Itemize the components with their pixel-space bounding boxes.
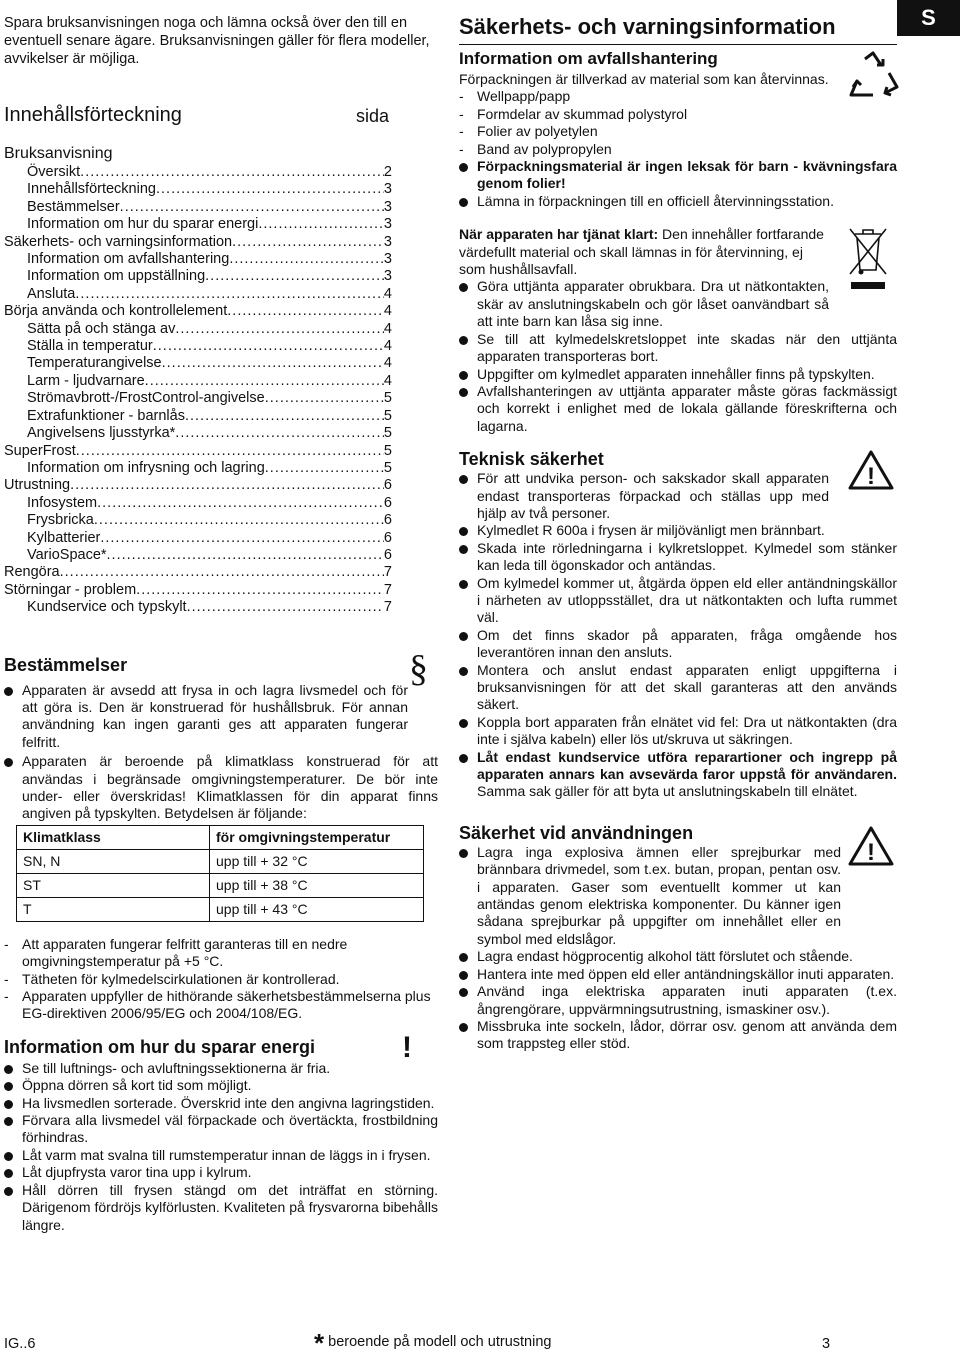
toc-entry-page: 7 [383, 581, 392, 598]
toc-entry-text: Ställa in temperatur [27, 338, 153, 355]
toc-entry-text: Sätta på och stänga av [27, 320, 176, 337]
toc-entry-page: 3 [383, 216, 392, 233]
toc-entry [4, 251, 392, 268]
toc-entry [4, 443, 392, 460]
table-cell: SN, N [17, 849, 210, 873]
list-item: - Band av polypropylen [459, 140, 612, 157]
toc-entry-text: Säkerhets- och varningsinformation [4, 233, 233, 250]
table-row [17, 873, 424, 897]
bullet-icon [459, 388, 468, 397]
list-item: - Wellpapp/papp [459, 88, 571, 105]
warning-triangle-icon [847, 449, 895, 491]
toc-list [4, 164, 438, 617]
bestammelser-section [4, 647, 438, 1023]
bullet-icon [4, 687, 13, 696]
toc-leader-dots [232, 234, 384, 251]
bullet-icon [459, 198, 468, 207]
toc-entry [4, 425, 392, 442]
bullet-icon [4, 1117, 13, 1126]
warning-icon: ! [402, 1030, 412, 1064]
toc-entry-text: Information om uppställning [27, 268, 206, 285]
list-item: Avfallshanteringen av uttjänta apparater måste göras fackmässigt och korrekt i enlighet med de lokala gällande föreskrifterna och lagarna. [459, 383, 897, 435]
footer-note: * beroende på modell och utrustning [314, 1328, 552, 1358]
list-item: - Att apparaten fungerar felfritt garanteras till en nedre omgivningstemperatur på +5 °C. [4, 935, 348, 970]
bullet-icon [459, 545, 468, 554]
list-item: Använd inga elektriska apparaten inuti apparaten (t.ex. ångrengörare, uppvärmningsutrustning, ismaskiner osv.). [459, 983, 897, 1018]
toc-entry [4, 495, 392, 512]
list-item: Låt varm mat svalna till rumstemperatur innan de läggs in i frysen. [4, 1147, 438, 1164]
bullet-icon [459, 971, 468, 980]
toc-entry [4, 477, 392, 494]
toc-entry [4, 303, 392, 320]
safety-title: Säkerhets- och varningsinformation [459, 14, 897, 45]
toc-entry-text: Temperaturangivelse [27, 355, 162, 372]
toc-entry-page: 5 [383, 390, 392, 407]
footer-star: * [314, 1328, 325, 1358]
toc-leader-dots [175, 425, 384, 442]
toc-entry [4, 216, 392, 233]
list-item: Lagra inga explosiva ämnen eller sprejburkar med brännbara drivmedel, som t.ex. butan, propan, pentan osv. i apparaten. Gaser som eventuellt kommer ut kan antändas genom elektriska komponenter. Du känner igen sådana sprejburkar på uppgifter om innehållet eller en symbol med eldslågor. [459, 844, 841, 948]
anvandning-title: Säkerhet vid användningen [459, 822, 694, 843]
toc-entry [4, 355, 392, 372]
right-column [459, 14, 897, 1053]
toc-entry-page: 6 [383, 477, 392, 494]
tjanat-lead: När apparaten har tjänat klart: Den innehåller fortfarande värdefullt material och skall lämnas in för återvinning, ej som hushållsavfall. [459, 226, 824, 278]
list-item: Lämna in förpackningen till en officiell återvinningsstation. [459, 193, 897, 210]
bullet-icon [4, 1065, 13, 1074]
toc-leader-dots [76, 443, 384, 460]
bullet-icon [459, 667, 468, 676]
bullet-icon [459, 527, 468, 536]
list-item: Ha livsmedlen sorterade. Överskrid inte den angivna lagringstiden. [4, 1095, 438, 1112]
toc-leader-dots [70, 477, 384, 494]
bullet-icon [459, 719, 468, 728]
toc-leader-dots [175, 321, 384, 338]
bullet-icon [459, 849, 468, 858]
bullet-icon [4, 1082, 13, 1091]
toc-entry-text: Infosystem [27, 494, 98, 511]
toc-leader-dots [185, 408, 384, 425]
bullet-icon [4, 1152, 13, 1161]
toc-entry [4, 460, 392, 477]
toc-entry [4, 164, 392, 181]
list-item: Låt endast kundservice utföra reparartioner och ingrepp på apparaten annars kan avsevärda faror uppstå för användaren. Samma sak gäller för att byta ut anslutningskabeln till elnätet. [459, 749, 897, 801]
toc-entry-text: Frysbricka [27, 512, 94, 529]
toc-entry-page: 4 [383, 355, 392, 372]
toc-entry-page: 6 [383, 529, 392, 546]
toc-entry [4, 321, 392, 338]
toc-entry-page: 5 [383, 442, 392, 459]
list-item: Skada inte rörledningarna i kylkretsloppet. Kylmedel som stänker kan leda till ögonskador och antändas. [459, 540, 897, 575]
list-item: Låt djupfrysta varor tina upp i kylrum. [4, 1164, 438, 1181]
toc-entry [4, 338, 392, 355]
toc-entry-page: 3 [383, 268, 392, 285]
bullet-icon [459, 580, 468, 589]
toc-entry [4, 530, 392, 547]
toc-entry-text: Information om avfallshantering [27, 251, 230, 268]
list-item: För att undvika person- och sakskador skall apparaten endast transporteras förpackad och ställas upp med hjälp av två personer. [459, 470, 829, 522]
bullet-icon [459, 754, 468, 763]
avfall-section [459, 49, 897, 210]
list-item: Om det finns skador på apparaten, fråga omgående hos leverantören innan den ansluts. [459, 627, 897, 662]
toc-leader-dots [94, 512, 384, 529]
toc-leader-dots [265, 460, 384, 477]
toc-entry-page: 5 [383, 459, 392, 476]
table-cell: upp till + 43 °C [210, 897, 424, 921]
bestammelser-bullet-0-wrap [4, 682, 408, 752]
toc-entry-page: 7 [383, 564, 392, 581]
toc-leader-dots [97, 495, 384, 512]
bullet-icon [459, 336, 468, 345]
toc-entry [4, 390, 392, 407]
bullet-icon [4, 758, 13, 767]
list-item: - Folier av polyetylen [459, 123, 598, 140]
toc-leader-dots [107, 547, 384, 564]
list-item: Förpackningsmaterial är ingen leksak för barn - kvävningsfara genom folier! [459, 158, 897, 193]
bestammelser-title: Bestämmelser [4, 654, 128, 675]
toc-leader-dots [75, 286, 384, 303]
toc-entry-text: Innehållsförteckning [27, 181, 156, 198]
toc-entry-page: 3 [383, 198, 392, 215]
teknisk-bullet-0-wrap [459, 470, 829, 522]
toc-leader-dots [136, 582, 384, 599]
toc-entry-text: Angivelsens ljusstyrka* [27, 425, 176, 442]
table-cell: ST [17, 873, 210, 897]
toc-entry-text: Börja använda och kontrollelement [4, 303, 228, 320]
bullet-icon [459, 1023, 468, 1032]
table-of-contents [4, 144, 438, 617]
toc-entry-text: Störningar - problem [4, 581, 137, 598]
toc-leader-dots [80, 164, 384, 181]
toc-entry [4, 286, 392, 303]
toc-entry-text: Kundservice och typskylt [27, 599, 187, 616]
toc-entry-text: Information om hur du sparar energi [27, 216, 259, 233]
table-header-row [17, 825, 424, 849]
list-item: Se till att kylmedelskretsloppet inte skadas när den uttjänta apparaten transporteras bort. [459, 331, 897, 366]
tjanat-section [459, 226, 897, 435]
toc-leader-dots [145, 373, 384, 390]
toc-leader-dots [205, 268, 384, 285]
toc-header [4, 104, 438, 128]
toc-entry-page: 5 [383, 407, 392, 424]
toc-entry [4, 564, 392, 581]
toc-section-title: Bruksanvisning [4, 145, 113, 162]
toc-entry-page: 3 [383, 233, 392, 250]
energi-list [4, 1060, 438, 1234]
list-item: - Formdelar av skummad polystyrol [459, 105, 688, 122]
bullet-icon [459, 371, 468, 380]
toc-entry-text: Bestämmelser [27, 198, 120, 215]
climate-class-table [16, 825, 424, 922]
toc-entry-text: Kylbatterier [27, 529, 101, 546]
toc-entry-page: 3 [383, 251, 392, 268]
toc-entry-text: Ansluta [27, 285, 76, 302]
toc-entry-page: 2 [383, 164, 392, 180]
table-header: för omgivningstemperatur [210, 825, 424, 849]
warning-mark: ! [867, 463, 875, 491]
footer-doc-code: IG..6 [4, 1336, 36, 1352]
toc-entry-page: 6 [383, 494, 392, 511]
toc-leader-dots [120, 199, 384, 216]
toc-entry-page: 4 [383, 372, 392, 389]
warning-mark: ! [867, 838, 875, 866]
toc-leader-dots [265, 390, 384, 407]
toc-entry [4, 408, 392, 425]
bullet-icon [459, 953, 468, 962]
bullet-icon [459, 283, 468, 292]
toc-entry-page: 4 [383, 338, 392, 355]
toc-entry [4, 234, 392, 251]
toc-entry [4, 199, 392, 216]
table-cell: upp till + 32 °C [210, 849, 424, 873]
avfall-title: Information om avfallshantering [459, 49, 718, 68]
toc-entry [4, 181, 392, 198]
anvandning-bullet-0-wrap [459, 844, 841, 948]
toc-entry [4, 268, 392, 285]
anvandning-section [459, 823, 897, 1053]
list-item: Se till luftnings- och avluftningssektionerna är fria. [4, 1060, 438, 1077]
warning-triangle-icon [847, 825, 895, 867]
toc-entry-page: 6 [383, 546, 392, 563]
list-item: Håll dörren till frysen stängd om det inträffat en störning. Därigenom fördröjs kylförlusten. Kvaliteten på frysvarorna bibehålls längre. [4, 1182, 438, 1234]
teknisk-title: Teknisk säkerhet [459, 449, 604, 470]
toc-entry-text: SuperFrost [4, 442, 76, 459]
list-item: Hantera inte med öppen eld eller antändningskällor inuti apparaten. [459, 966, 897, 983]
list-item: - Apparaten uppfyller de hithörande säkerhetsbestämmelserna plus EG-direktiven 2006/95/EG och 2004/108/EG. [4, 988, 431, 1022]
list-item: Uppgifter om kylmedlet apparaten innehåller finns på typskylten. [459, 366, 897, 383]
toc-entry [4, 582, 392, 599]
toc-entry-page: 4 [383, 320, 392, 337]
table-header: Klimatklass [17, 825, 210, 849]
toc-leader-dots [153, 338, 384, 355]
left-column [4, 14, 438, 1234]
list-item: Apparaten är avsedd att frysa in och lagra livsmedel och för att göra is. Den är konstruerad för hushållsbruk. För annan användning kan ingen garanti ges att apparaten fungerar felfritt. [4, 682, 408, 752]
toc-page-label: sida [356, 106, 390, 126]
bullet-icon [4, 1187, 13, 1196]
table-cell: T [17, 897, 210, 921]
list-item: Om kylmedel kommer ut, åtgärda öppen eld eller antändningskällor i närheten av utloppsstället, dra ut nätkontakten och lufta rummet väl. [459, 575, 897, 627]
bestammelser-dash-list [4, 936, 438, 1023]
list-item: Montera och anslut endast apparaten enligt uppgifterna i bruksanvisningen för att det skall garanteras att den används säkert. [459, 662, 897, 714]
toc-leader-dots [258, 216, 384, 233]
paragraph-icon: § [409, 647, 428, 690]
toc-leader-dots [100, 530, 384, 547]
toc-entry-page: 6 [383, 512, 392, 529]
table-row [17, 897, 424, 921]
table-row [17, 849, 424, 873]
bullet-icon [459, 632, 468, 641]
bullet-icon [459, 163, 468, 172]
list-item: Apparaten är beroende på klimatklass konstruerad för att användas i begränsade omgivningstemperaturer. De bör inte under- eller överskridas! Klimatklassen för din apparat finns angiven på typskylten. Betydelsen är följande: [4, 753, 438, 823]
toc-entry-text: Information om infrysning och lagring [27, 459, 265, 476]
energi-section [4, 1030, 438, 1234]
toc-entry-text: Larm - ljudvarnare [27, 372, 145, 389]
toc-leader-dots [156, 181, 384, 198]
list-item: Öppna dörren så kort tid som möjligt. [4, 1077, 438, 1094]
toc-leader-dots [60, 564, 384, 581]
toc-title: Innehållsförteckning [4, 104, 182, 126]
list-item: - Tätheten för kylmedelscirkulationen är kontrollerad. [4, 970, 340, 987]
bullet-icon [459, 988, 468, 997]
toc-entry-text: VarioSpace* [27, 546, 107, 563]
toc-leader-dots [227, 303, 384, 320]
toc-entry-text: Utrustning [4, 477, 71, 494]
toc-entry-page: 4 [383, 303, 392, 320]
toc-leader-dots [162, 355, 384, 372]
toc-entry-text: Strömavbrott-/FrostControl-angivelse [27, 390, 265, 407]
list-item: Lagra endast högprocentig alkohol tätt förslutet och stående. [459, 948, 897, 965]
tjanat-bullet-0-wrap [459, 278, 829, 330]
list-item: Göra uttjänta apparater obrukbara. Dra ut nätkontakten, skär av anslutningskabeln och gör låset oanvändbart så att inte barn kan låsa sig inne. [459, 278, 829, 330]
toc-entry [4, 599, 392, 616]
toc-leader-dots [187, 599, 384, 616]
list-item: Kylmedlet R 600a i frysen är miljövänligt men brännbart. [459, 522, 897, 539]
page-number: 3 [822, 1336, 831, 1352]
teknisk-section [459, 449, 897, 801]
table-cell: upp till + 38 °C [210, 873, 424, 897]
bullet-icon [459, 475, 468, 484]
list-item: Missbruka inte sockeln, lådor, dörrar osv. genom att använda dem som trappsteg eller stöd. [459, 1018, 897, 1053]
avfall-intro: Förpackningen är tillverkad av material som kan återvinnas. [459, 71, 829, 87]
toc-leader-dots [229, 251, 384, 268]
bullet-icon [4, 1169, 13, 1178]
toc-entry-text: Översikt [27, 164, 81, 180]
toc-entry-page: 3 [383, 181, 392, 198]
toc-entry-page: 5 [383, 425, 392, 442]
toc-entry [4, 512, 392, 529]
list-item: Koppla bort apparaten från elnätet vid fel: Dra ut nätkontakten (dra inte i själva kabeln) eller lös ut/skruva ut säkringen. [459, 714, 897, 749]
toc-entry [4, 373, 392, 390]
energi-title: Information om hur du sparar energi [4, 1036, 316, 1057]
toc-entry-page: 4 [383, 285, 392, 302]
toc-entry-text: Extrafunktioner - barnlås [27, 407, 185, 424]
intro-text: Spara bruksanvisningen noga och lämna också över den till en eventuell senare ägare. Bruksanvisningen gäller för flera modeller, avvikelser är möjliga. [4, 15, 430, 67]
crossed-bin-icon [847, 226, 889, 290]
bullet-icon [4, 1100, 13, 1109]
toc-entry [4, 547, 392, 564]
list-item: Förvara alla livsmedel väl förpackade och övertäckta, frostbildning förhindras. [4, 1112, 438, 1147]
toc-entry-text: Rengöra [4, 564, 60, 581]
toc-entry-page: 7 [383, 599, 392, 616]
language-tab: S [897, 0, 960, 36]
